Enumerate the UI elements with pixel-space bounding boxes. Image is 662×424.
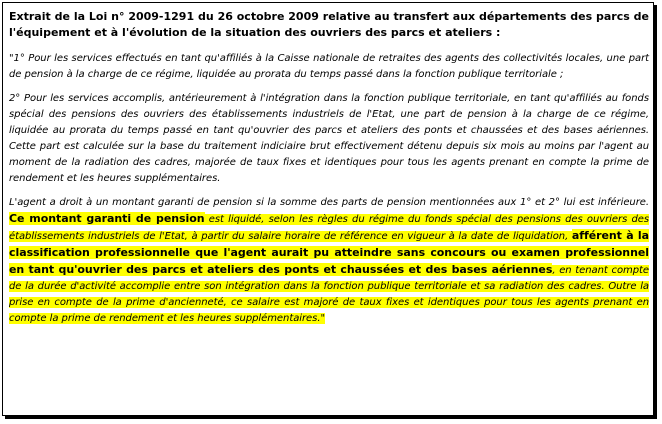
highlight-bold-classification: afférent à la classification professionnelle que l'agent aurait pu atteindre sans concours ou examen professionnel en tant qu'ouvrier des parcs et ateliers des ponts et chaussées et des bases aériennes bbox=[9, 229, 649, 276]
document-content bbox=[9, 9, 649, 335]
highlight-text-2: , en tenant compte de la durée d'activité accomplie entre son intégration dans la fonction publique territoriale et sa radiation des cadres. Outre la prise en compte de la prime d'ancienneté, ce salaire est majoré de taux fixes et identiques pour tous les agents prenant en compte la prime de rendement et les heures supplémentaires." bbox=[9, 265, 649, 324]
paragraph-2: 2° Pour les services accomplis, antérieurement à l'intégration dans la fonction publique territoriale, en tant qu'affiliés au fonds spécial des pensions des ouvriers des établissements industriels de l'Etat, une part de pension à la charge de ce régime, liquidée au prorata du temps passé en tant qu'ouvrier des parcs et ateliers des ponts et chaussées et des bases aériennes. Cette part est calculée sur la base du traitement indiciaire brut effectivement détenu depuis six mois au moins par l'agent au moment de la radiation des cadres, majorée de taux fixes et identiques pour tous les agents prenant en compte la prime de rendement et les heures supplémentaires. bbox=[9, 93, 649, 184]
document-title: Extrait de la Loi n° 2009-1291 du 26 octobre 2009 relative au transfert aux départements des parcs de l'équipement et à l'évolution de la situation des ouvriers des parcs et ateliers : bbox=[9, 10, 649, 39]
highlight-text-1: est liquidé, selon les règles du régime du fonds spécial des pensions des ouvriers des établissements industriels de l'Etat, à partir du salaire horaire de référence en vigueur à la date de liquidation, bbox=[9, 214, 650, 242]
paragraph-3 bbox=[9, 195, 649, 327]
paragraph-1: "1° Pour les services effectués en tant qu'affiliés à la Caisse nationale de retraites des agents des collectivités locales, une part de pension à la charge de ce régime, liquidée au prorata du temps passé dans la fonction publique territoriale ; bbox=[9, 53, 649, 80]
paragraph-3-intro: L'agent a droit à un montant garanti de pension si la somme des parts de pension mentionnées aux 1° et 2° lui est inférieure. bbox=[9, 197, 649, 208]
document-frame bbox=[2, 2, 654, 416]
highlight-bold-guaranteed-amount: Ce montant garanti de pension bbox=[9, 212, 205, 225]
